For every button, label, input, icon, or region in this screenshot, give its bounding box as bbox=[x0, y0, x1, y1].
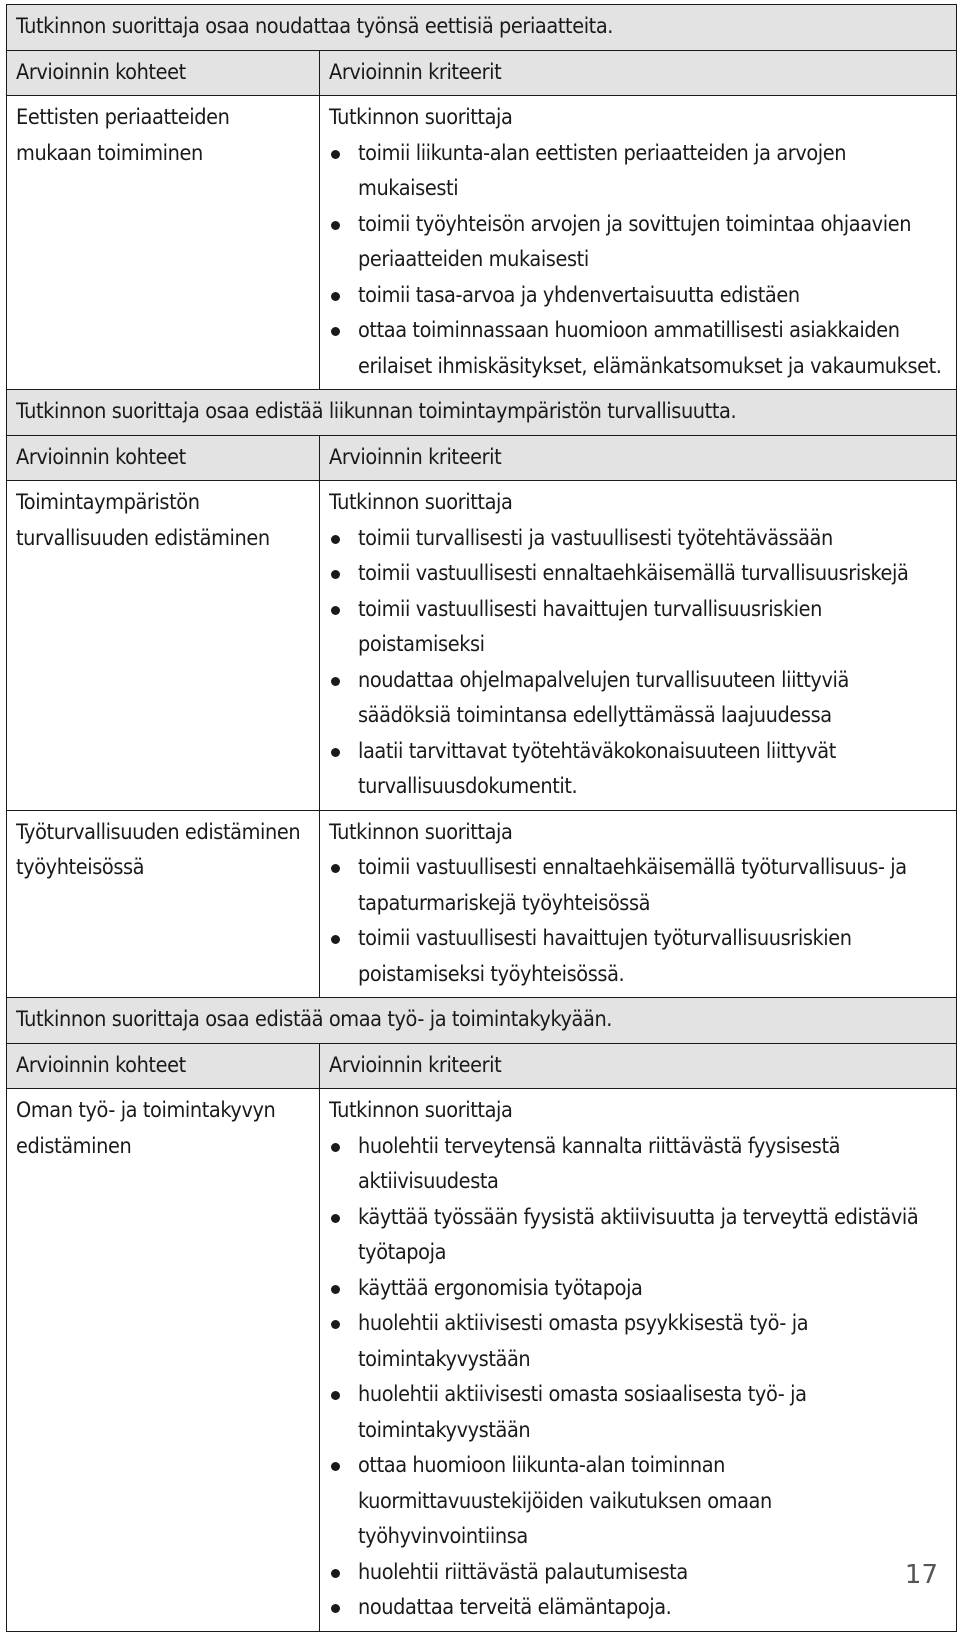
column-header-row bbox=[7, 435, 957, 481]
section-title: Tutkinnon suorittaja osaa edistää omaa työ- ja toimintakykyään. bbox=[7, 998, 957, 1044]
criteria-list bbox=[329, 521, 947, 805]
criteria-item: huolehtii aktiivisesti omasta sosiaalisesta työ- ja toimintakyvystään bbox=[329, 1377, 947, 1448]
criteria-list bbox=[329, 136, 947, 385]
column-header-targets: Arvioinnin kohteet bbox=[7, 435, 320, 481]
section-title-row bbox=[7, 5, 957, 51]
column-header-criteria: Arvioinnin kriteerit bbox=[320, 1043, 957, 1089]
criteria-item: toimii turvallisesti ja vastuullisesti työtehtävässään bbox=[329, 521, 947, 557]
column-header-criteria: Arvioinnin kriteerit bbox=[320, 50, 957, 96]
section-title: Tutkinnon suorittaja osaa noudattaa työnsä eettisiä periaatteita. bbox=[7, 5, 957, 51]
criteria-item: toimii vastuullisesti havaittujen turvallisuusriskien poistamiseksi bbox=[329, 592, 947, 663]
criteria-item: toimii vastuullisesti ennaltaehkäisemällä turvallisuusriskejä bbox=[329, 556, 947, 592]
criteria-item: laatii tarvittavat työtehtäväkokonaisuuteen liittyvät turvallisuusdokumentit. bbox=[329, 734, 947, 805]
criteria-row bbox=[7, 96, 957, 390]
criteria-item: huolehtii aktiivisesti omasta psyykkisestä työ- ja toimintakyvystään bbox=[329, 1306, 947, 1377]
column-header-targets: Arvioinnin kohteet bbox=[7, 50, 320, 96]
criteria-row bbox=[7, 1089, 957, 1632]
criteria-item: huolehtii riittävästä palautumisesta bbox=[329, 1555, 947, 1591]
assessment-criteria bbox=[320, 1089, 957, 1632]
column-header-row bbox=[7, 50, 957, 96]
section-title: Tutkinnon suorittaja osaa edistää liikunnan toimintaympäristön turvallisuutta. bbox=[7, 390, 957, 436]
criteria-item: toimii vastuullisesti ennaltaehkäisemällä työturvallisuus- ja tapaturmariskejä työyhteisössä bbox=[329, 850, 947, 921]
section-title-row bbox=[7, 390, 957, 436]
assessment-criteria bbox=[320, 481, 957, 811]
page-number: 17 bbox=[904, 1560, 938, 1590]
criteria-item: ottaa huomioon liikunta-alan toiminnan kuormittavuustekijöiden vaikutuksen omaan työhyvinvointiinsa bbox=[329, 1448, 947, 1555]
assessment-target: Eettisten periaatteiden mukaan toimiminen bbox=[7, 96, 320, 390]
criteria-item: käyttää työssään fyysistä aktiivisuutta ja terveyttä edistäviä työtapoja bbox=[329, 1200, 947, 1271]
criteria-item: ottaa toiminnassaan huomioon ammatillisesti asiakkaiden erilaiset ihmiskäsitykset, elämänkatsomukset ja vakaumukset. bbox=[329, 313, 947, 384]
criteria-item: toimii vastuullisesti havaittujen työturvallisuusriskien poistamiseksi työyhteisössä. bbox=[329, 921, 947, 992]
assessment-target: Oman työ- ja toimintakyvyn edistäminen bbox=[7, 1089, 320, 1632]
criteria-intro: Tutkinnon suorittaja bbox=[329, 490, 513, 515]
criteria-intro: Tutkinnon suorittaja bbox=[329, 819, 513, 845]
criteria-intro: Tutkinnon suorittaja bbox=[329, 1098, 513, 1123]
criteria-item: toimii työyhteisön arvojen ja sovittujen toimintaa ohjaavien periaatteiden mukaisesti bbox=[329, 207, 947, 278]
criteria-item: noudattaa terveitä elämäntapoja. bbox=[329, 1590, 947, 1626]
criteria-item: huolehtii terveytensä kannalta riittävästä fyysisestä aktiivisuudesta bbox=[329, 1129, 947, 1200]
criteria-list bbox=[329, 1129, 947, 1626]
column-header-targets: Arvioinnin kohteet bbox=[7, 1043, 320, 1089]
criteria-item: käyttää ergonomisia työtapoja bbox=[329, 1271, 947, 1307]
assessment-criteria bbox=[320, 810, 957, 998]
criteria-intro: Tutkinnon suorittaja bbox=[329, 105, 513, 130]
criteria-item: toimii tasa-arvoa ja yhdenvertaisuutta edistäen bbox=[329, 278, 947, 314]
assessment-criteria bbox=[320, 96, 957, 390]
column-header-criteria: Arvioinnin kriteerit bbox=[320, 435, 957, 481]
criteria-row bbox=[7, 810, 957, 998]
criteria-row bbox=[7, 481, 957, 811]
assessment-target: Toimintaympäristön turvallisuuden edistäminen bbox=[7, 481, 320, 811]
assessment-target: Työturvallisuuden edistäminen työyhteisössä bbox=[7, 810, 320, 998]
criteria-item: noudattaa ohjelmapalvelujen turvallisuuteen liittyviä säädöksiä toimintansa edellyttämässä laajuudessa bbox=[329, 663, 947, 734]
section-title-row bbox=[7, 998, 957, 1044]
criteria-table bbox=[6, 4, 957, 1632]
criteria-item: toimii liikunta-alan eettisten periaatteiden ja arvojen mukaisesti bbox=[329, 136, 947, 207]
criteria-list bbox=[329, 850, 947, 992]
column-header-row bbox=[7, 1043, 957, 1089]
